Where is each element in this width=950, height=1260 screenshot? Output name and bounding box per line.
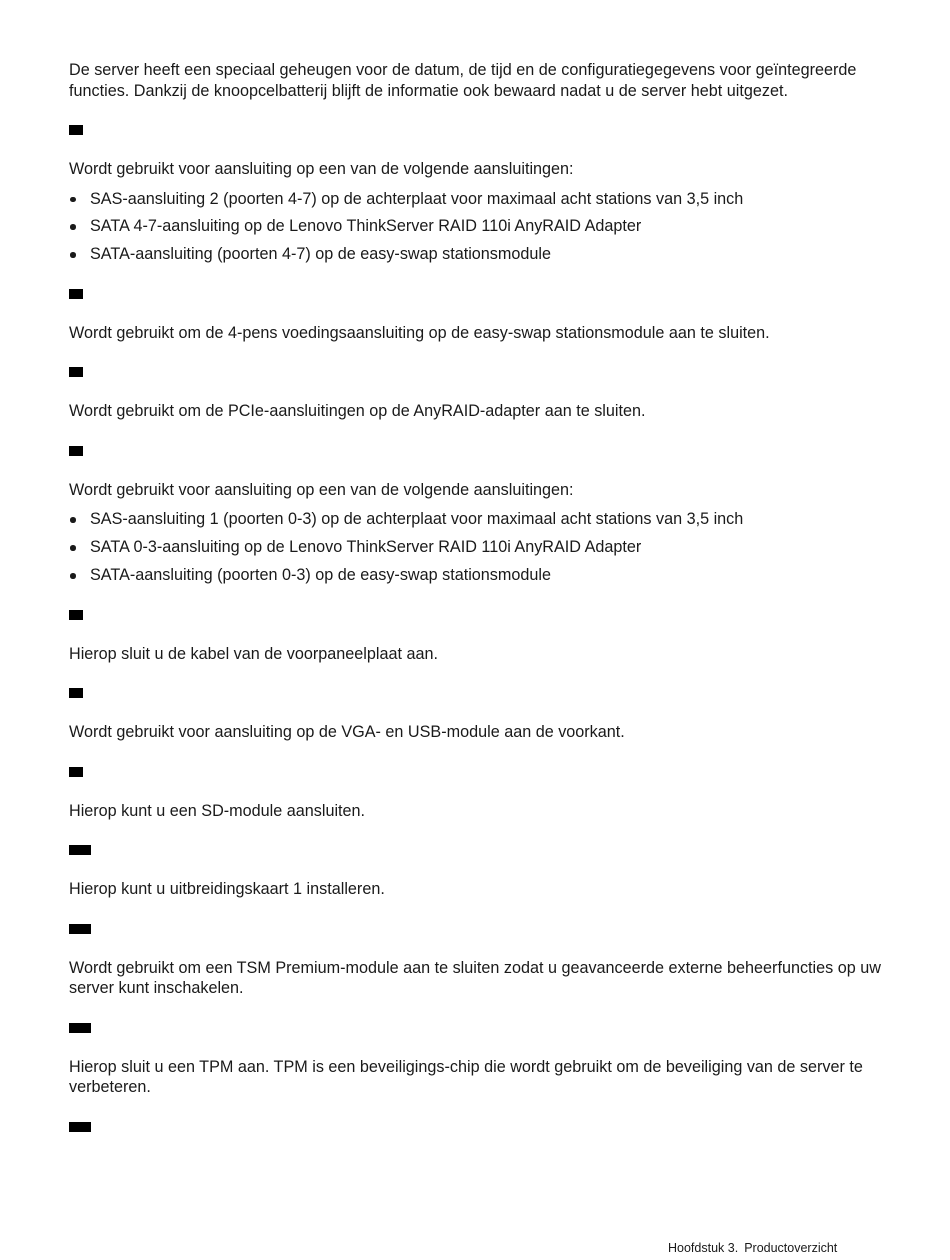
list-item-text: SATA-aansluiting (poorten 0-3) op de easy-swap stationsmodule <box>90 566 551 585</box>
section-text-2: Wordt gebruikt om de 4-pens voedingsaansluiting op de easy-swap stationsmodule aan te sluiten. <box>69 323 770 342</box>
list-item <box>69 565 899 586</box>
callout-marker-8 <box>69 845 91 855</box>
callout-marker-9 <box>69 924 91 934</box>
list-item <box>69 509 899 530</box>
list-item-text: SAS-aansluiting 1 (poorten 0-3) op de achterplaat voor maximaal acht stations van 3,5 inch <box>90 510 744 529</box>
section-text-8: Hierop kunt u uitbreidingskaart 1 installeren. <box>69 880 385 899</box>
bullet-list-1 <box>69 189 899 265</box>
list-item-text: SATA 4-7-aansluiting op de Lenovo ThinkServer RAID 110i AnyRAID Adapter <box>90 217 642 236</box>
callout-marker-10 <box>69 1023 91 1033</box>
callout-marker-2 <box>69 289 83 299</box>
callout-marker-1 <box>69 125 83 135</box>
page-footer <box>668 1240 837 1256</box>
callout-marker-6 <box>69 688 83 698</box>
section-text-10: Hierop sluit u een TPM aan. TPM is een beveiligings-chip die wordt gebruikt om de beveiliging van de server te verbeteren. <box>69 1057 863 1097</box>
section-text-4: Wordt gebruikt voor aansluiting op een van de volgende aansluitingen: <box>69 480 574 499</box>
callout-marker-3 <box>69 367 83 377</box>
list-item <box>69 216 899 237</box>
list-item-text: SAS-aansluiting 2 (poorten 4-7) op de achterplaat voor maximaal acht stations van 3,5 inch <box>90 189 744 208</box>
section-text-7: Hierop kunt u een SD-module aansluiten. <box>69 801 366 820</box>
list-item-text: SATA-aansluiting (poorten 4-7) op de easy-swap stationsmodule <box>90 245 551 264</box>
footer-title: Productoverzicht <box>744 1241 838 1255</box>
callout-marker-4 <box>69 446 83 456</box>
section-text-9: Wordt gebruikt om een TSM Premium-module aan te sluiten zodat u geavanceerde externe beheerfuncties op uw server kunt inschakelen. <box>69 958 881 998</box>
document-body <box>69 60 899 1132</box>
list-item <box>69 537 899 558</box>
bullet-icon <box>70 252 76 258</box>
footer-chapter: Hoofdstuk 3. <box>668 1241 739 1255</box>
list-item <box>69 244 899 265</box>
section-text-3: Wordt gebruikt om de PCIe-aansluitingen op de AnyRAID-adapter aan te sluiten. <box>69 402 646 421</box>
section-text-1: Wordt gebruikt voor aansluiting op een van de volgende aansluitingen: <box>69 160 574 178</box>
bullet-icon <box>70 224 76 230</box>
list-item-text: SATA 0-3-aansluiting op de Lenovo ThinkServer RAID 110i AnyRAID Adapter <box>90 538 642 557</box>
callout-marker-7 <box>69 767 83 777</box>
bullet-icon <box>70 545 76 551</box>
callout-marker-11 <box>69 1122 91 1132</box>
callout-marker-5 <box>69 610 83 620</box>
bullet-icon <box>70 197 76 203</box>
section-text-6: Wordt gebruikt voor aansluiting op de VGA- en USB-module aan de voorkant. <box>69 723 625 742</box>
intro-paragraph: De server heeft een speciaal geheugen voor de datum, de tijd en de configuratiegegevens voor geïntegreerde functies. Dankzij de knoopcelbatterij blijft de informatie ook bewaard nadat u de server hebt uitgezet. <box>69 61 857 100</box>
list-item <box>69 189 899 210</box>
bullet-icon <box>70 517 76 523</box>
bullet-icon <box>70 573 76 579</box>
bullet-list-2 <box>69 509 899 585</box>
section-text-5: Hierop sluit u de kabel van de voorpaneelplaat aan. <box>69 644 438 663</box>
